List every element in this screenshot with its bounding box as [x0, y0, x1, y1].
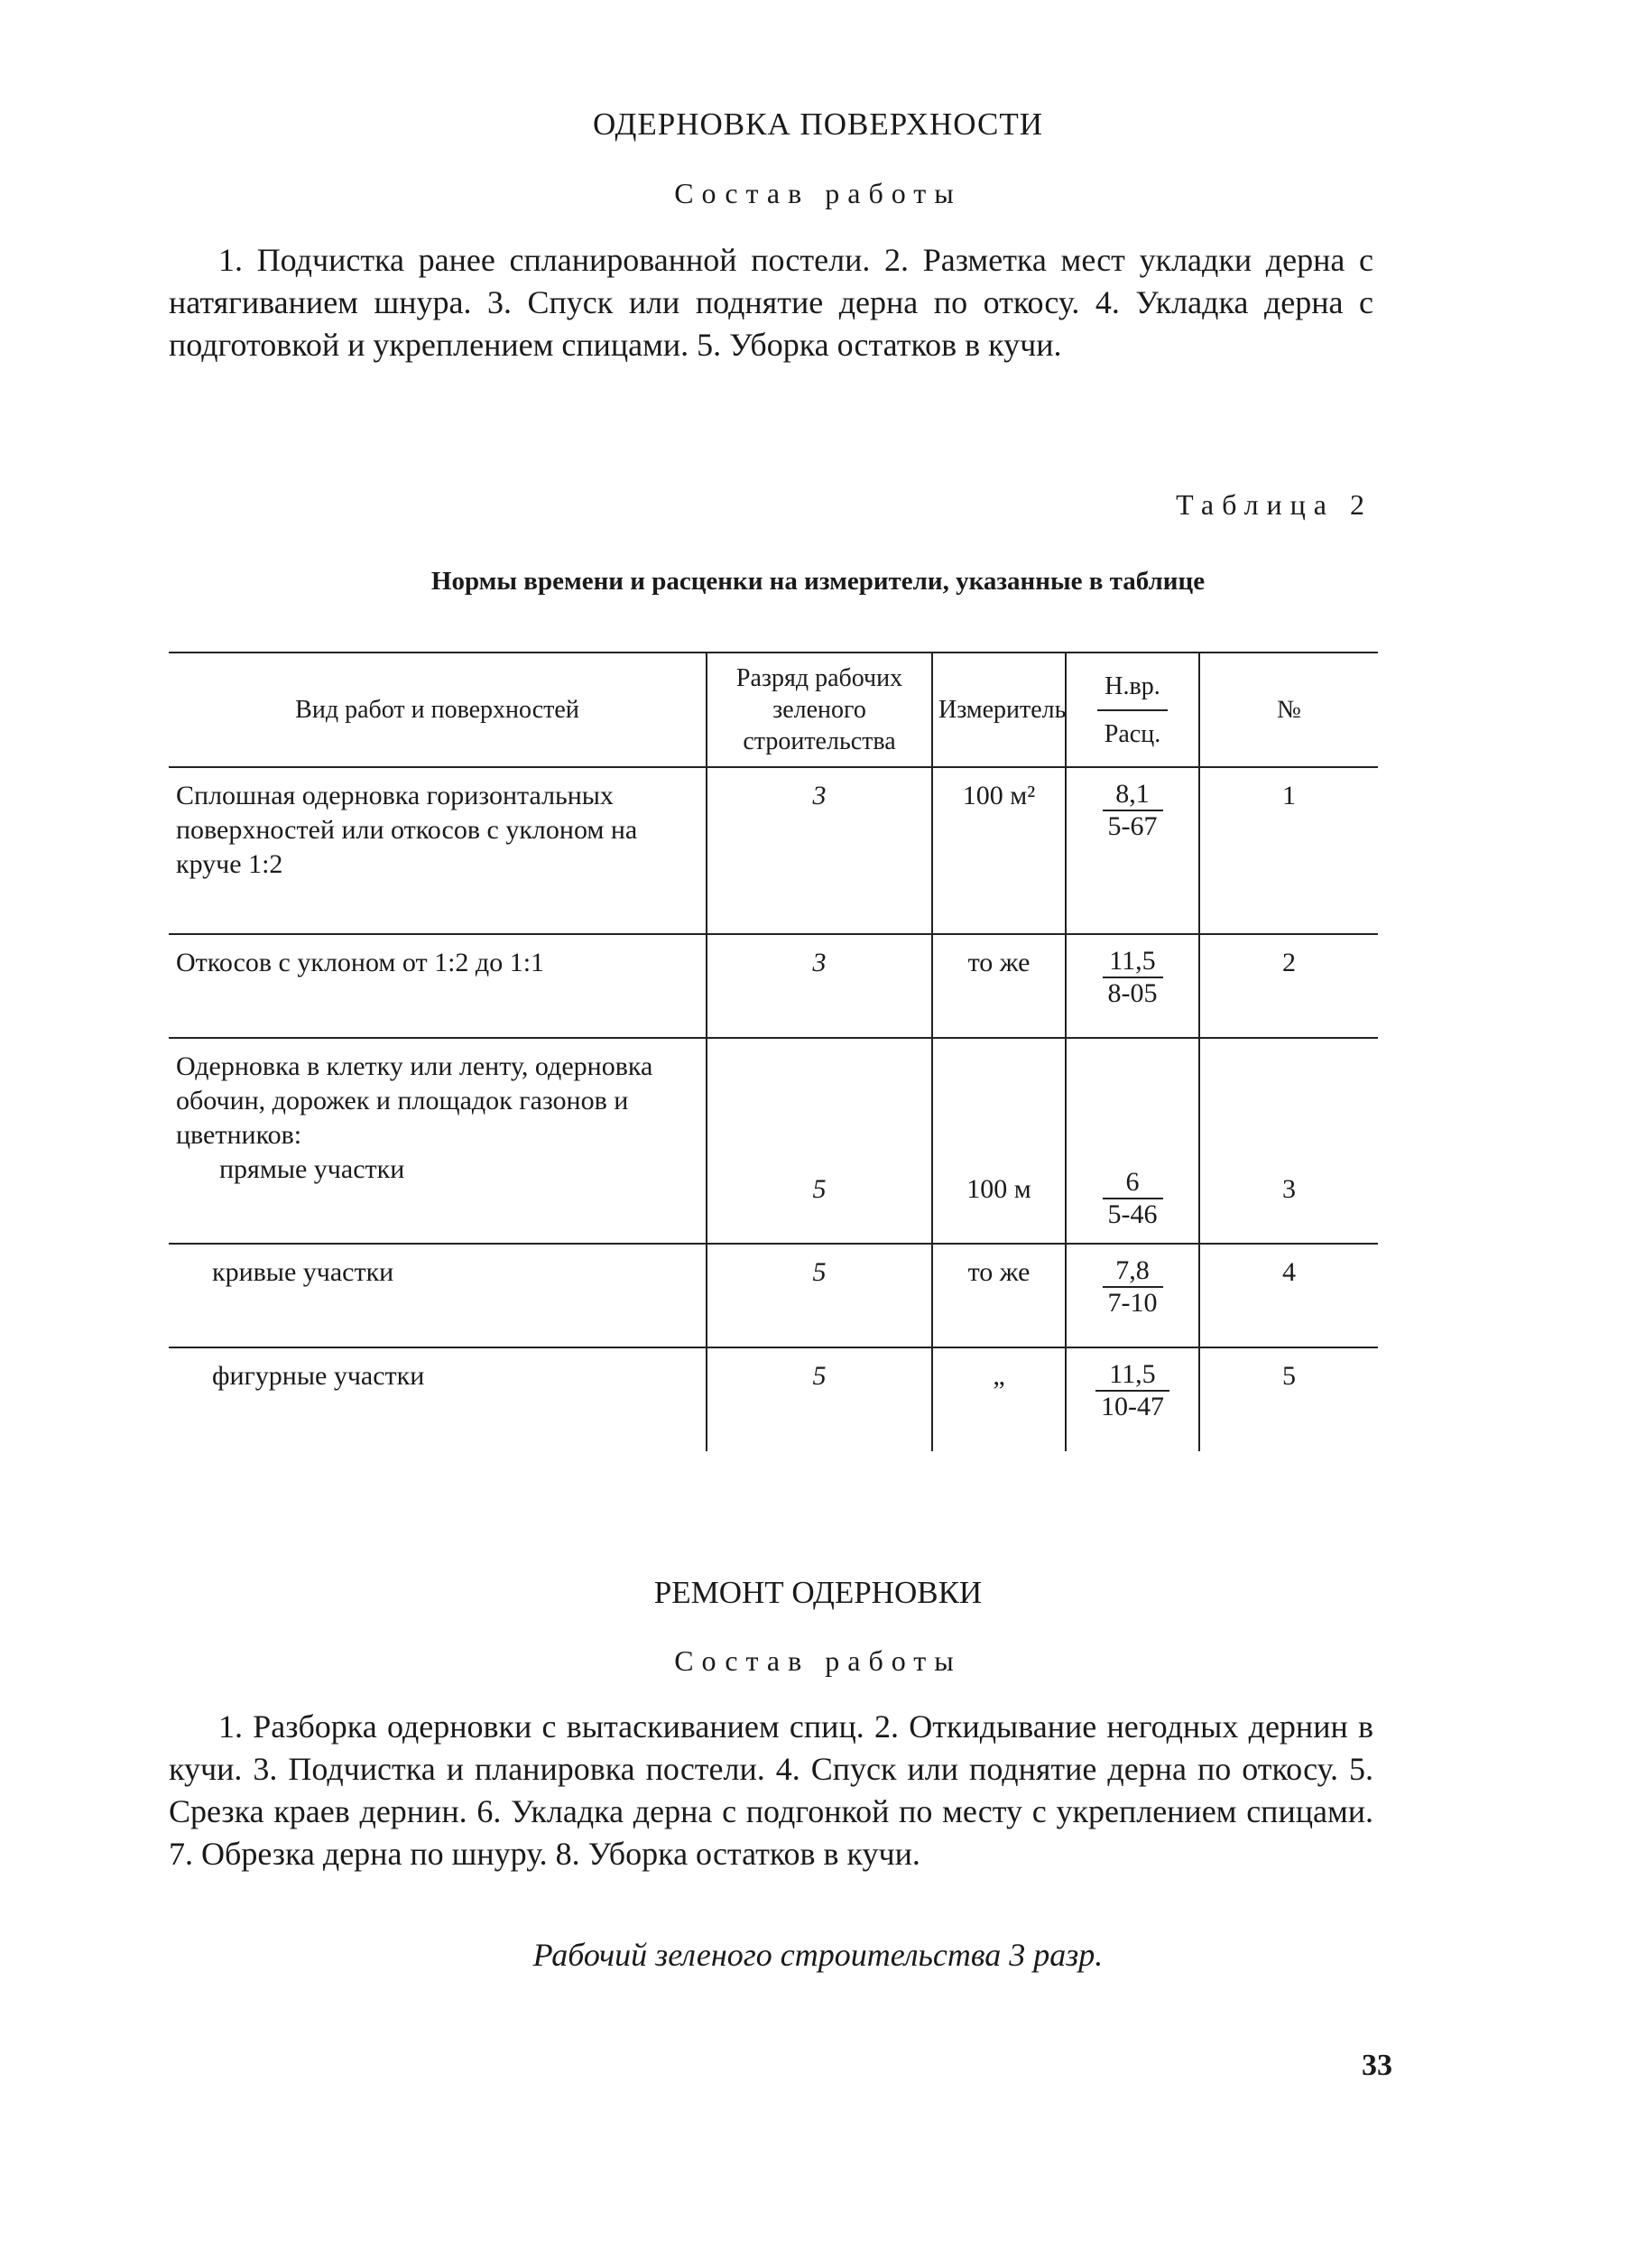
row-grade: 3 [707, 934, 932, 1038]
row-norm-rate [1066, 1244, 1199, 1347]
row-norm-rate [1066, 1038, 1199, 1244]
header-norm-time: Н.вр. [1097, 667, 1168, 711]
row-work-group-label: Одерновка в клетку или ленту, одерновка обочин, дорожек и площадок газонов и цветников: [176, 1051, 653, 1150]
row-grade: 5 [707, 1347, 932, 1451]
table-caption: Нормы времени и расценки на измерители, указанные в таблице [430, 567, 1206, 596]
row-work-type: Откосов с уклоном от 1:2 до 1:1 [169, 934, 707, 1038]
row-number: 2 [1199, 934, 1378, 1038]
norm-rate-header-fraction [1097, 667, 1168, 754]
header-work-type: Вид работ и поверхностей [169, 653, 707, 767]
row-work-subtype: прямые участки [219, 1154, 405, 1184]
row-grade: 5 [707, 1244, 932, 1347]
row-number: 1 [1199, 767, 1378, 934]
page-number: 33 [1362, 2049, 1392, 2082]
table-row [169, 767, 1378, 934]
row-norm-time: 11,5 [1095, 1359, 1169, 1392]
norms-table [169, 652, 1378, 1451]
norm-rate-fraction [1103, 779, 1163, 842]
row-norm-rate [1066, 767, 1199, 934]
row-norm-time: 11,5 [1103, 946, 1163, 978]
header-unit: Измеритель [932, 653, 1066, 767]
row-unit: 100 м² [932, 767, 1066, 934]
row-work-type: кривые участки [169, 1244, 707, 1347]
row-number: 3 [1199, 1038, 1378, 1244]
row-norm-time: 7,8 [1103, 1255, 1163, 1288]
row-grade: 5 [707, 1038, 932, 1244]
norm-rate-fraction [1103, 1167, 1163, 1230]
row-number: 4 [1199, 1244, 1378, 1347]
norm-rate-fraction [1095, 1359, 1169, 1422]
row-rate: 10-47 [1101, 1392, 1164, 1421]
section-title-sod-repair: РЕМОНТ ОДЕРНОВКИ [653, 1575, 983, 1610]
table-row [169, 1038, 1378, 1244]
row-rate: 5-67 [1107, 811, 1158, 841]
header-rate: Расц. [1104, 719, 1161, 748]
table-header-row [169, 653, 1378, 767]
row-work-type: Сплошная одерновка горизонтальных поверхностей или откосов с уклоном на круче 1:2 [169, 767, 707, 934]
table-row [169, 934, 1378, 1038]
row-grade: 3 [707, 767, 932, 934]
row-norm-time: 6 [1103, 1167, 1163, 1199]
table-row [169, 1347, 1378, 1451]
norm-rate-fraction [1103, 946, 1163, 1009]
row-unit: „ [932, 1347, 1066, 1451]
row-rate: 7-10 [1107, 1288, 1158, 1318]
section-subtitle-work-composition: Состав работы [674, 177, 962, 209]
row-rate: 5-46 [1107, 1199, 1158, 1229]
section-subtitle-work-composition-2: Состав работы [674, 1644, 962, 1677]
table-row [169, 1244, 1378, 1347]
row-norm-rate [1066, 1347, 1199, 1451]
row-work-type [169, 1038, 707, 1244]
header-worker-grade: Разряд рабочих зеленого строительства [707, 653, 932, 767]
norm-rate-fraction [1103, 1255, 1163, 1319]
row-number: 5 [1199, 1347, 1378, 1451]
row-unit: 100 м [932, 1038, 1066, 1244]
row-rate: 8-05 [1107, 978, 1158, 1008]
row-norm-rate [1066, 934, 1199, 1038]
row-unit: то же [932, 1244, 1066, 1347]
row-work-type: фигурные участки [212, 1361, 425, 1391]
header-number: № [1199, 653, 1378, 767]
row-norm-time: 8,1 [1103, 779, 1163, 811]
table-label: Таблица 2 [1176, 488, 1373, 521]
header-norm-rate [1066, 653, 1199, 767]
repair-work-composition-text: 1. Разборка одерновки с вытаскиванием спиц. 2. Откидывание негодных дернин в кучи. 3. Подчистка и планировка постели. 4. Спуск или поднятие дерна по откосу. 5. Срезка краев дернин. 6. Укладка дерна с подгонкой по месту с укреплением спицами. 7. Обрезка дерна по шнуру. 8. Уборка остатков в кучи. [169, 1708, 1373, 1872]
section-title-sodding: ОДЕРНОВКА ПОВЕРХНОСТИ [592, 106, 1044, 142]
row-unit: то же [932, 934, 1066, 1038]
work-composition-text: 1. Подчистка ранее спланированной постели. 2. Разметка мест укладки дерна с натягиванием шнура. 3. Спуск или поднятие дерна по откосу. 4. Укладка дерна с подготовкой и укреплением спицами. 5. Уборка остатков в кучи. [169, 242, 1373, 363]
worker-grade-note: Рабочий зеленого строительства 3 разр. [532, 1937, 1104, 1973]
